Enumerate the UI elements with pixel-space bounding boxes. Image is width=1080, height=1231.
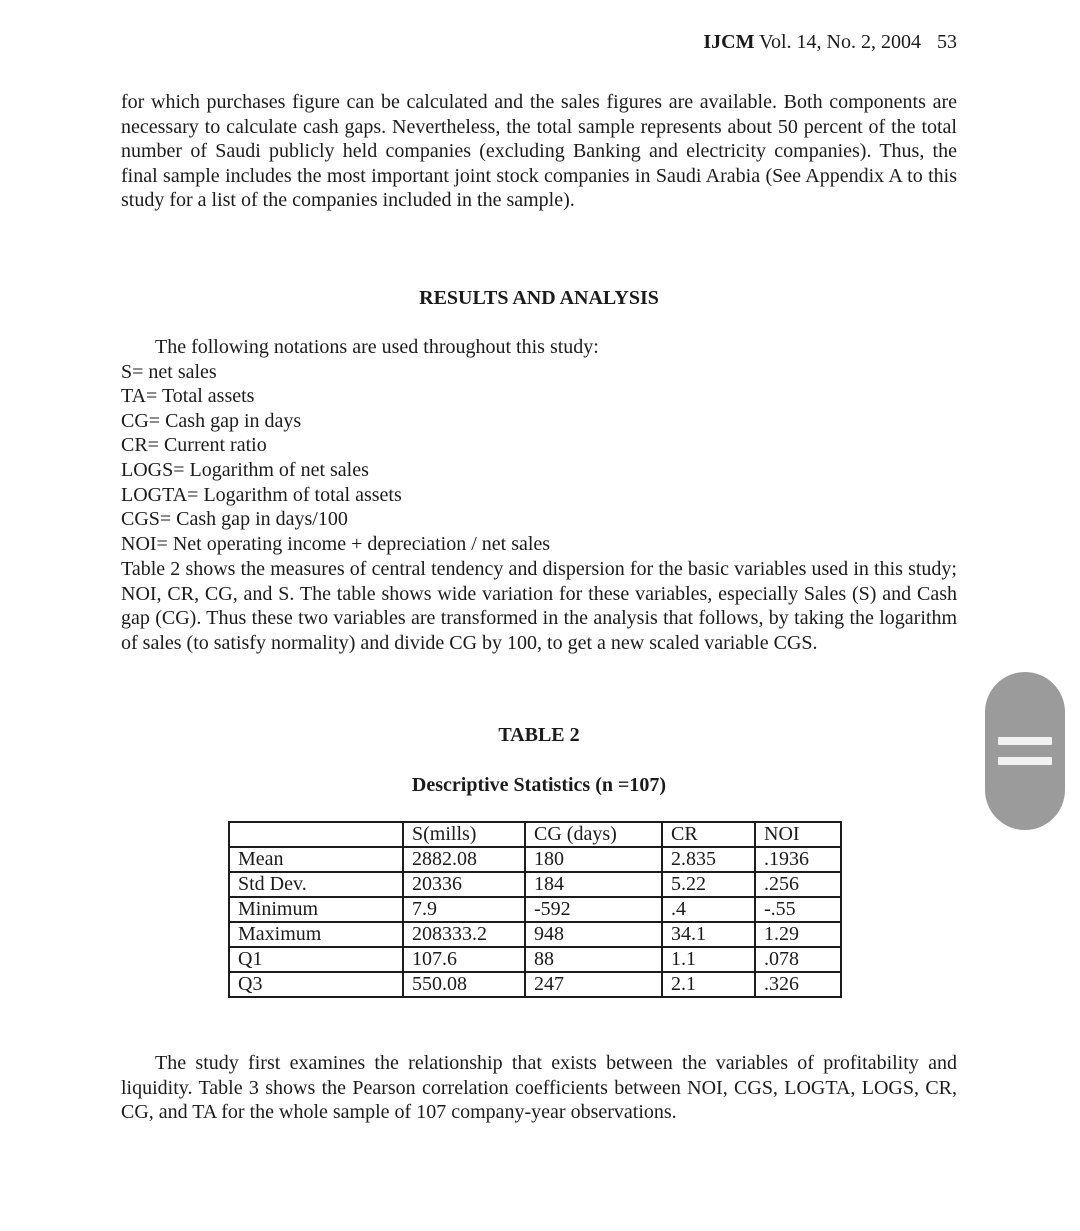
paragraph-table2-discussion: Table 2 shows the measures of central tendency and dispersion for the basic variables used in this study; NOI, CR, CG, and S. The table shows wide variation for these variables, especially Sales (S) and Cash gap (CG). Thus these two variables are transformed in the analysis that follows, by taking the logarithm of sales (to satisfy normality) and divide CG by 100, to get a new scaled variable CGS. xyxy=(121,558,957,654)
table-body xyxy=(229,847,841,997)
row-label: Std Dev. xyxy=(229,872,403,897)
table-cell: 1.29 xyxy=(755,922,841,947)
row-label: Minimum xyxy=(229,897,403,922)
table-cell: 7.9 xyxy=(403,897,525,922)
table-cell: -.55 xyxy=(755,897,841,922)
notation-line: LOGS= Logarithm of net sales xyxy=(121,458,369,481)
table-cell: .326 xyxy=(755,972,841,997)
scroll-handle[interactable] xyxy=(985,672,1065,830)
table-row xyxy=(229,947,841,972)
table-cell: .078 xyxy=(755,947,841,972)
table-cell: 208333.2 xyxy=(403,922,525,947)
table2-subtitle: Descriptive Statistics (n =107) xyxy=(411,774,667,796)
table-cell: 948 xyxy=(525,922,662,947)
table-cell: 5.22 xyxy=(662,872,755,897)
column-header: CG (days) xyxy=(525,822,662,847)
scroll-handle-grip-line xyxy=(998,757,1052,765)
notation-line: CG= Cash gap in days xyxy=(121,409,302,432)
running-header xyxy=(121,31,957,54)
table-cell: 2882.08 xyxy=(403,847,525,872)
table-row xyxy=(229,847,841,872)
table-cell: .4 xyxy=(662,897,755,922)
section-heading-results-and-analysis: RESULTS AND ANALYSIS xyxy=(419,287,659,309)
table-cell: 20336 xyxy=(403,872,525,897)
table-cell: 107.6 xyxy=(403,947,525,972)
notation-line: NOI= Net operating income + depreciation / net sales xyxy=(121,532,551,555)
paragraph-correlation-intro: The study first examines the relationship that exists between the variables of profitability and liquidity. Table 3 shows the Pearson correlation coefficients between NOI, CGS, LOGTA, LOGS, CR, CG, and TA for the whole sample of 107 company-year observations. xyxy=(121,1052,957,1124)
table-row xyxy=(229,972,841,997)
table-cell: .1936 xyxy=(755,847,841,872)
notation-line: TA= Total assets xyxy=(121,385,255,408)
table-cell: 180 xyxy=(525,847,662,872)
journal-name: IJCM xyxy=(703,31,755,53)
table-row xyxy=(229,872,841,897)
row-label: Q1 xyxy=(229,947,403,972)
column-header: CR xyxy=(662,822,755,847)
row-label: Q3 xyxy=(229,972,403,997)
column-header: NOI xyxy=(755,822,841,847)
column-header xyxy=(229,822,403,847)
journal-issue: Vol. 14, No. 2, 2004 xyxy=(754,31,921,53)
table-cell: 550.08 xyxy=(403,972,525,997)
table-cell: 2.1 xyxy=(662,972,755,997)
table-row xyxy=(229,897,841,922)
column-header: S(mills) xyxy=(403,822,525,847)
table-cell: 88 xyxy=(525,947,662,972)
scroll-handle-grip-line xyxy=(998,737,1052,745)
page-number: 53 xyxy=(937,31,957,53)
table-cell: -592 xyxy=(525,897,662,922)
table-cell: 34.1 xyxy=(662,922,755,947)
notation-line: LOGTA= Logarithm of total assets xyxy=(121,483,402,506)
table-cell: .256 xyxy=(755,872,841,897)
paragraph-sample-description: for which purchases figure can be calculated and the sales figures are available. Both components are necessary to calculate cash gaps. Nevertheless, the total sample represents about 50 percent of the total number of Saudi publicly held companies (excluding Banking and electricity companies). Thus, the final sample includes the most important joint stock companies in Saudi Arabia (See Appendix A to this study for a list of the companies included in the sample). xyxy=(121,91,957,212)
notations-intro: The following notations are used throughout this study: xyxy=(155,336,599,358)
descriptive-statistics-table xyxy=(228,821,842,998)
table-cell: 1.1 xyxy=(662,947,755,972)
table-row xyxy=(229,922,841,947)
table2-title: TABLE 2 xyxy=(498,724,580,746)
notation-line: CR= Current ratio xyxy=(121,434,267,457)
table-cell: 184 xyxy=(525,872,662,897)
notations-block xyxy=(121,335,957,556)
table-cell: 247 xyxy=(525,972,662,997)
notation-line: CGS= Cash gap in days/100 xyxy=(121,508,348,531)
table-cell: 2.835 xyxy=(662,847,755,872)
row-label: Maximum xyxy=(229,922,403,947)
notation-line: S= net sales xyxy=(121,360,217,383)
row-label: Mean xyxy=(229,847,403,872)
table-header-row xyxy=(229,822,841,847)
